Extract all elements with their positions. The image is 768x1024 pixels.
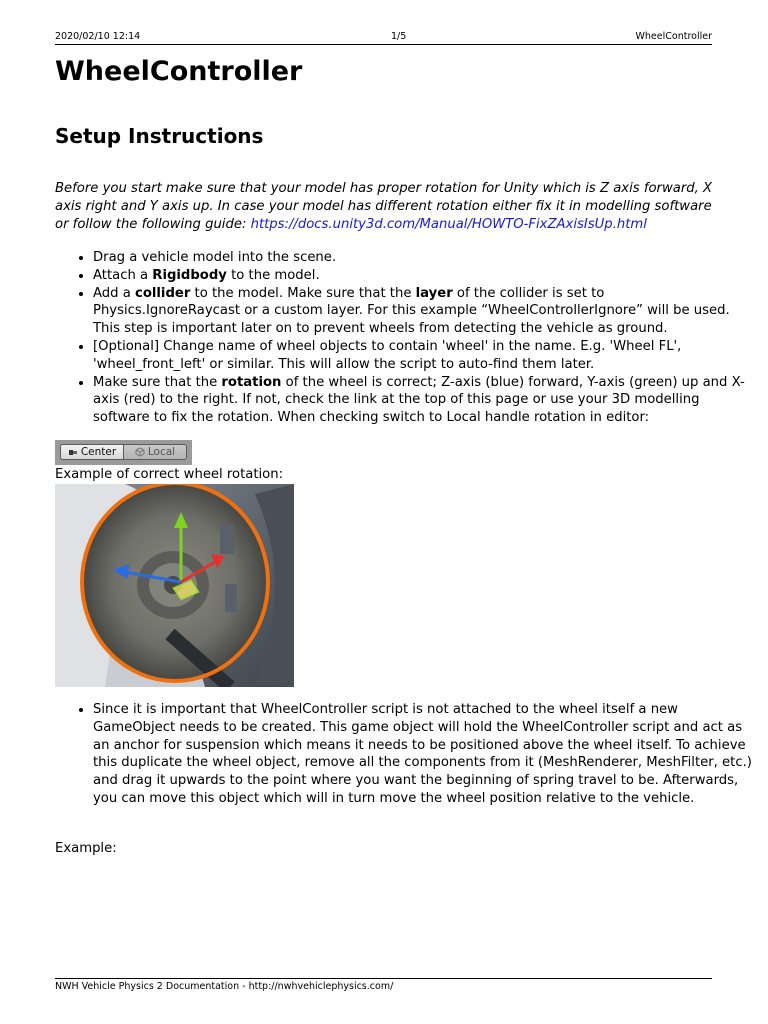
list-item: • Add a collider to the model. Make sure that the layer of the collider is set to Physics.IgnoreRaycast or a custom layer. For this example “WheelControllerIgnore” will be used. This step is important later on to prevent wheels from detecting the vehicle as ground. — [93, 285, 755, 338]
header-datetime: 2020/02/10 12:14 — [55, 31, 141, 42]
list-item: • Since it is important that WheelController script is not attached to the wheel itself a new GameObject needs to be created. This game object will hold the WheelController script and act as an anchor for suspension which means it needs to be positioned above the wheel itself. To achieve this duplicate the wheel object, remove all the components from it (MeshRenderer, MeshFilter, etc.) and drag it upwards to the point where you want the beginning of spring travel to be. Afterwards, you can move this object which will in turn move the wheel position relative to the vehicle. — [93, 701, 755, 808]
wheel-rotation-image — [55, 484, 294, 687]
list-item: • Drag a vehicle model into the scene. — [93, 249, 755, 267]
setup-steps-list — [55, 249, 755, 427]
pivot-toolbar-screenshot — [55, 440, 192, 465]
center-pivot-icon — [68, 448, 78, 457]
page-header — [55, 31, 712, 45]
header-doc-title: WheelController — [635, 31, 712, 42]
example-label: Example: — [55, 841, 117, 856]
section-heading: Setup Instructions — [55, 124, 264, 148]
list-item: • Make sure that the rotation of the wheel is correct; Z-axis (blue) forward, Y-axis (green) up and X-axis (red) to the right. If not, check the link at the top of this page or use your 3D modelling software to fix the rotation. When checking switch to Local handle rotation in editor: — [93, 374, 755, 427]
header-page-number: 1/5 — [391, 31, 407, 42]
local-rotation-icon — [135, 447, 145, 457]
local-rotation-button: Local — [124, 444, 187, 460]
page-footer: NWH Vehicle Physics 2 Documentation - http://nwhvehiclephysics.com/ — [55, 978, 712, 992]
list-item: • Attach a Rigidbody to the model. — [93, 267, 755, 285]
center-pivot-button: Center — [60, 444, 124, 460]
intro-paragraph — [55, 180, 717, 233]
page-title: WheelController — [55, 56, 303, 87]
wheel-rotation-caption: Example of correct wheel rotation: — [55, 467, 284, 482]
list-item: • [Optional] Change name of wheel objects to contain 'wheel' in the name. E.g. 'Wheel FL', 'wheel_front_left' or similar. This will allow the script to auto-find them later. — [93, 338, 755, 374]
fix-z-axis-link[interactable]: https://docs.unity3d.com/Manual/HOWTO-FixZAxisIsUp.html — [250, 216, 647, 232]
intro-text: Before you start make sure that your model has proper rotation for Unity which is Z axis forward, X axis right and Y axis up. In case your model has different rotation either fix it in modelling software or follow the following guide: — [55, 181, 713, 232]
anchor-steps-list — [55, 701, 755, 808]
